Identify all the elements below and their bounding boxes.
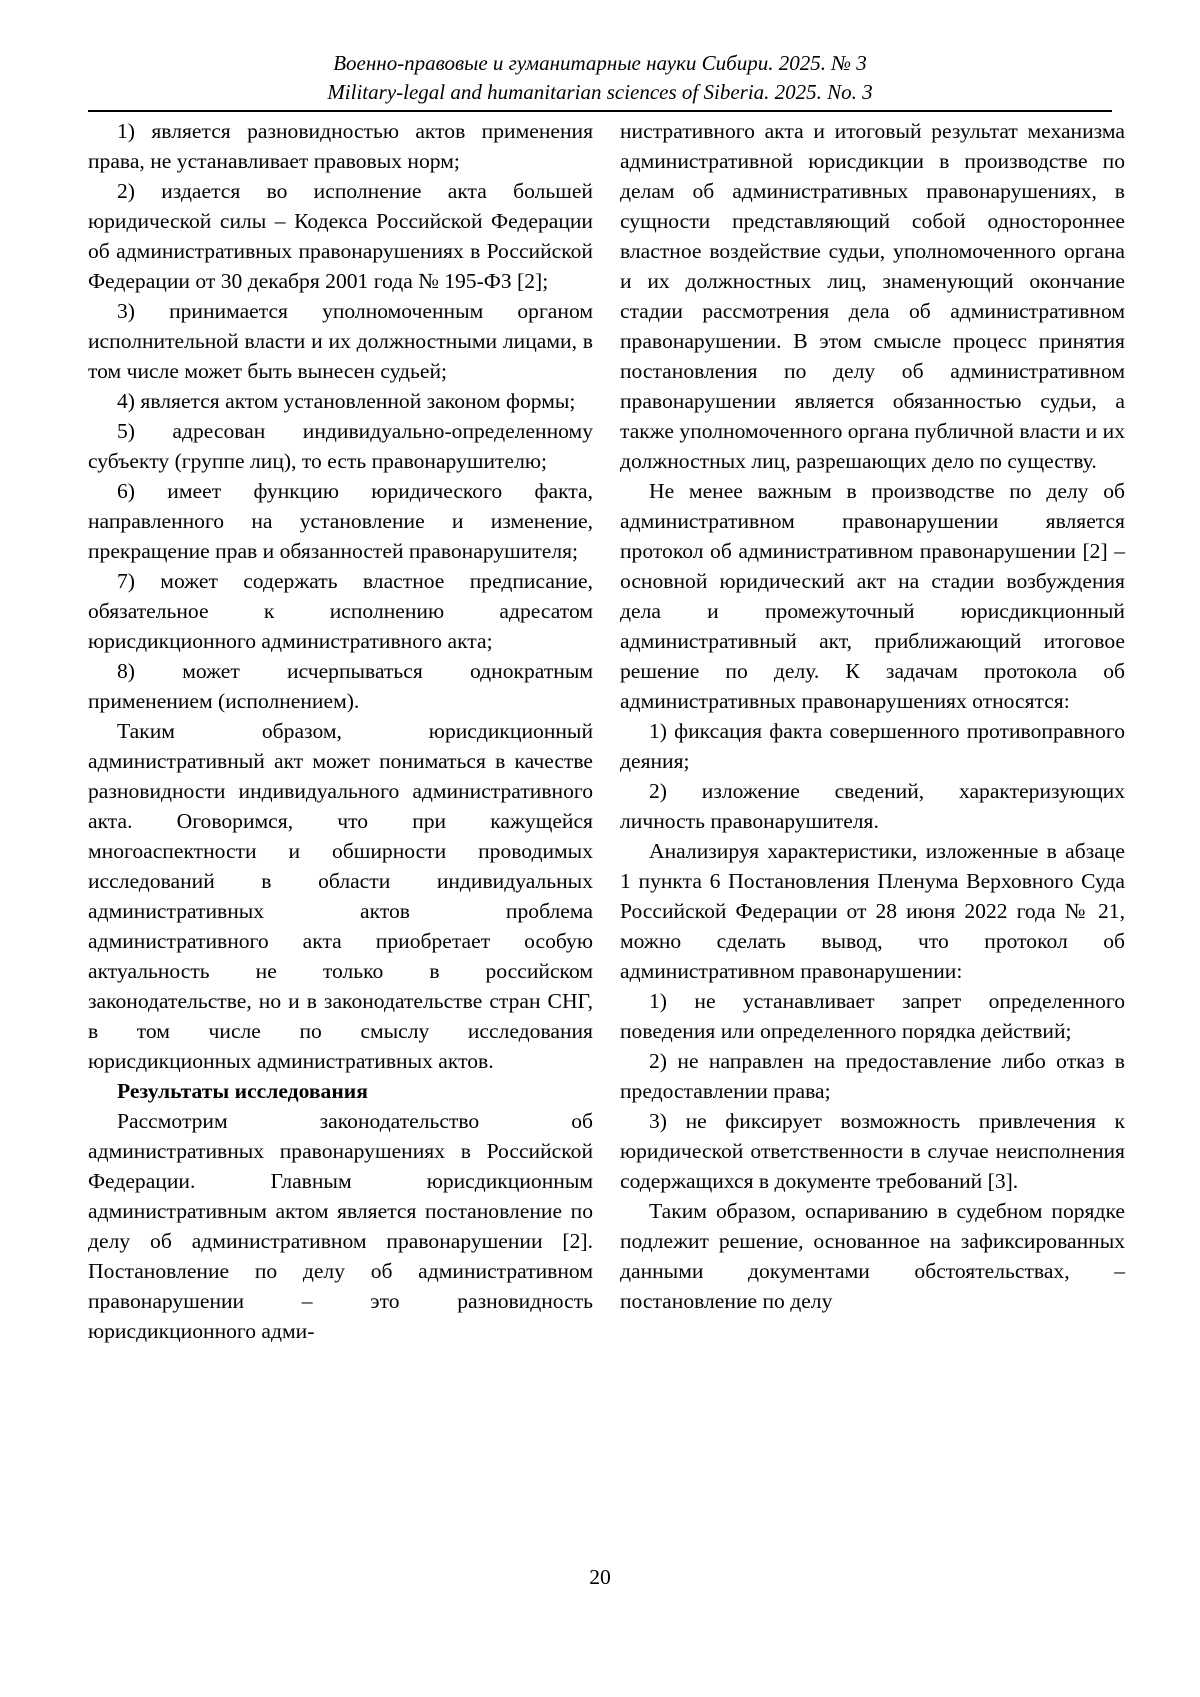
list-item-1: 1) является разновидностью актов применения права, не устанавливает правовых норм; xyxy=(88,119,593,173)
paragraph-continuation: нистративного акта и итоговый результат механизма административной юрисдикции в производстве по делам об административных правонарушениях, в сущности представляющий собой одностороннее властное воздействие судьи, уполномоченного органа и их должностных лиц, знаменующий окончание стадии рассмотрения дела об административном правонарушении. В этом смысле процесс принятия постановления по делу об административном правонарушении является обязанностью судьи, а также уполномоченного органа публичной власти и их должностных лиц, разрешающих дело по существу. xyxy=(620,119,1125,473)
journal-title-en: Military-legal and humanitarian sciences of Siberia. 2025. No. 3 xyxy=(327,80,873,104)
list-item-6: 6) имеет функцию юридического факта, направленного на установление и изменение, прекращение прав и обязанностей правонарушителя; xyxy=(88,479,593,563)
list-item-7: 7) может содержать властное предписание, обязательное к исполнению адресатом юрисдикционного административного акта; xyxy=(88,569,593,653)
running-header xyxy=(88,49,1112,107)
protocol-task-2: 2) изложение сведений, характеризующих личность правонарушителя. xyxy=(620,779,1125,833)
protocol-feature-2: 2) не направлен на предоставление либо отказ в предоставлении права; xyxy=(620,1049,1125,1103)
paragraph-final: Таким образом, оспариванию в судебном порядке подлежит решение, основанное на зафиксированных данными документами обстоятельствах, – постановление по делу xyxy=(620,1199,1125,1313)
left-column xyxy=(88,116,593,1346)
list-item-5: 5) адресован индивидуально-определенному субъекту (группе лиц), то есть правонарушителю; xyxy=(88,419,593,473)
list-item-3: 3) принимается уполномоченным органом исполнительной власти и их должностными лицами, в том числе может быть вынесен судьей; xyxy=(88,299,593,383)
paragraph-protocol: Не менее важным в производстве по делу об административном правонарушении является протокол об административном правонарушении [2] – основной юридический акт на стадии возбуждения дела и промежуточный юрисдикционный административный акт, приближающий итоговое решение по делу. К задачам протокола об административных правонарушениях относятся: xyxy=(620,479,1125,713)
paragraph-results: Рассмотрим законодательство об административных правонарушениях в Российской Федерации. Главным юрисдикционным административным актом является постановление по делу об административном правонарушении [2]. Постановление по делу об административном правонарушении – это разновидность юрисдикционного адми- xyxy=(88,1109,593,1343)
protocol-task-1: 1) фиксация факта совершенного противоправного деяния; xyxy=(620,719,1125,773)
list-item-4: 4) является актом установленной законом формы; xyxy=(117,389,576,413)
journal-title-ru: Военно-правовые и гуманитарные науки Сибири. 2025. № 3 xyxy=(333,51,867,75)
header-rule xyxy=(88,110,1112,112)
list-item-8: 8) может исчерпываться однократным применением (исполнением). xyxy=(88,659,593,713)
paragraph-conclusion: Таким образом, юрисдикционный административный акт может пониматься в качестве разновидности индивидуального административного акта. Оговоримся, что при кажущейся многоаспектности и обширности проводимых исследований в области индивидуальных административных актов проблема административного акта приобретает особую актуальность не только в российском законодательстве, но и в законодательстве стран СНГ, в том числе по смыслу исследования юрисдикционных административных актов. xyxy=(88,719,593,1073)
list-item-2: 2) издается во исполнение акта большей юридической силы – Кодекса Российской Федерации об административных правонарушениях в Российской Федерации от 30 декабря 2001 года № 195-ФЗ [2]; xyxy=(88,179,593,293)
protocol-feature-1: 1) не устанавливает запрет определенного поведения или определенного порядка действий; xyxy=(620,989,1125,1043)
section-heading-results: Результаты исследования xyxy=(117,1079,368,1103)
protocol-feature-3: 3) не фиксирует возможность привлечения к юридической ответственности в случае неисполнения содержащихся в документе требований [3]. xyxy=(620,1109,1125,1193)
page-number: 20 xyxy=(589,1565,611,1589)
paragraph-analysis: Анализируя характеристики, изложенные в абзаце 1 пункта 6 Постановления Пленума Верховного Суда Российской Федерации от 28 июня 2022 года № 21, можно сделать вывод, что протокол об административном правонарушении: xyxy=(620,839,1125,983)
right-column xyxy=(620,116,1125,1316)
